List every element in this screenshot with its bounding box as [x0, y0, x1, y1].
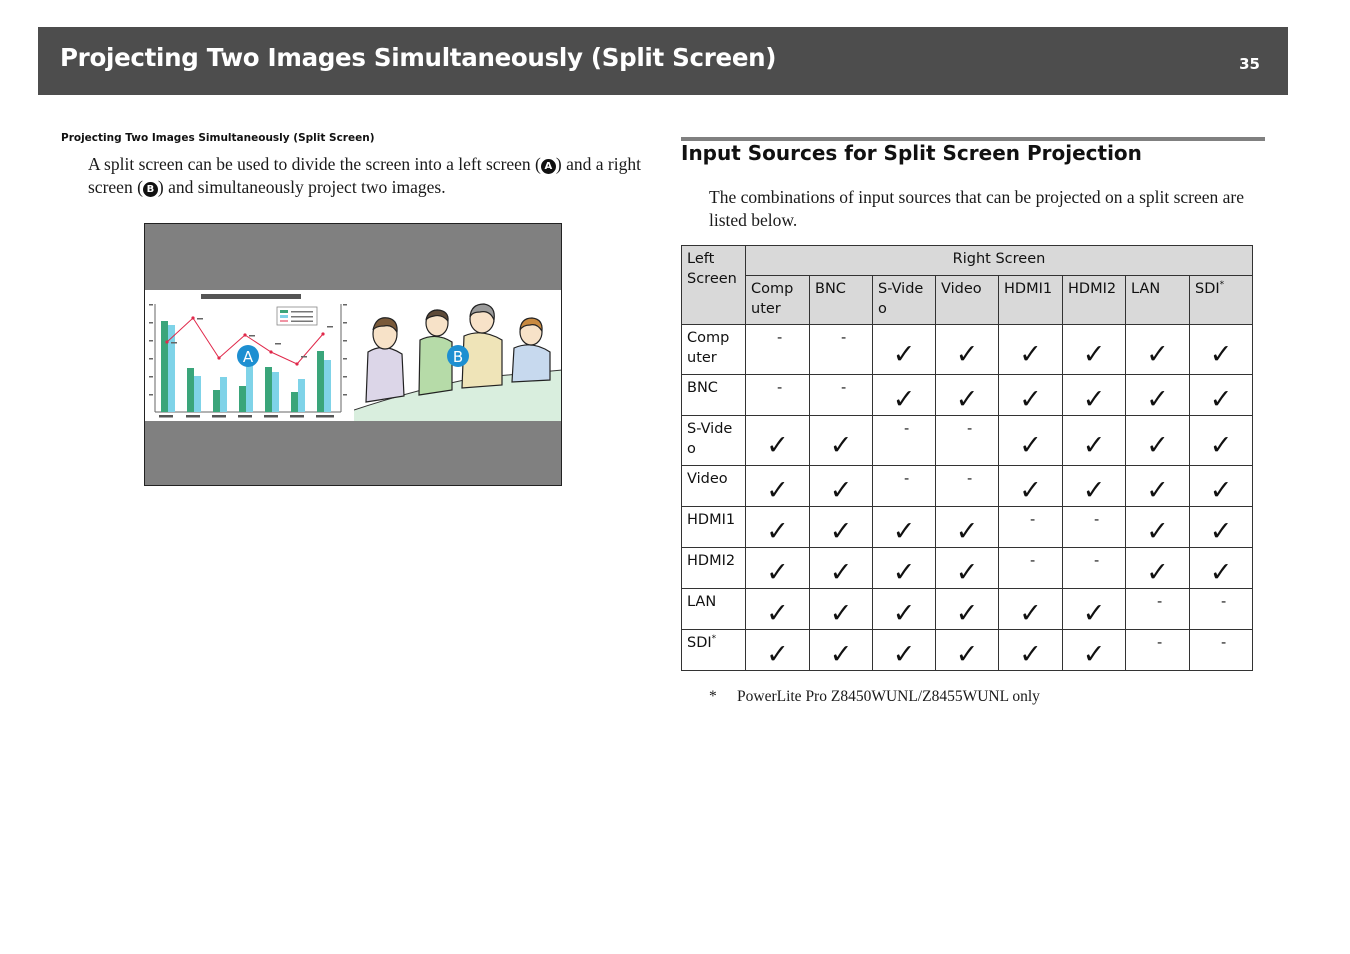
checkmark-icon: ✓: [892, 383, 916, 415]
table-cell: [746, 375, 810, 416]
checkmark-icon: ✓: [1082, 638, 1106, 670]
split-screen-illustration: [144, 223, 562, 486]
table-cell: [1126, 466, 1190, 507]
table-cell: [1063, 466, 1126, 507]
row-header: SDI*: [682, 630, 746, 671]
table-cell: [810, 416, 873, 466]
column-header: [810, 276, 873, 325]
row-header-label: Comp uter: [687, 330, 730, 366]
dash-mark: -: [904, 471, 910, 487]
checkmark-icon: ✓: [1019, 429, 1042, 461]
table-cell: [1063, 325, 1126, 375]
footnote-text: PowerLite Pro Z8450WUNL/Z8455WUNL only: [737, 688, 1040, 705]
table-cell: [1190, 507, 1253, 548]
table-row: [682, 375, 1253, 416]
table-cell: [1063, 375, 1126, 416]
row-header: [682, 325, 746, 375]
row-header: [682, 375, 746, 416]
page-header: [38, 27, 1288, 95]
checkmark-icon: ✓: [1082, 429, 1106, 461]
table-cell: [873, 589, 936, 630]
dash-mark: -: [1030, 553, 1036, 569]
table-cell: [1190, 548, 1253, 589]
row-header: [682, 416, 746, 466]
row-header: [682, 589, 746, 630]
table-cell: [1126, 507, 1190, 548]
table-cell: [746, 416, 810, 466]
table-cell: [936, 589, 999, 630]
figure-label-a: A: [242, 348, 254, 366]
dash-mark: -: [777, 380, 783, 396]
checkmark-icon: ✓: [766, 556, 789, 588]
dash-mark: -: [1221, 594, 1227, 610]
table-cell: [810, 548, 873, 589]
checkmark-icon: ✓: [829, 429, 853, 461]
column-header: [746, 276, 810, 325]
checkmark-icon: ✓: [1082, 597, 1106, 629]
marker-b-icon: B: [143, 182, 158, 197]
left-screen-header: Left Screen: [682, 246, 746, 325]
row-header-label: S-Vide o: [687, 421, 733, 457]
table-cell: [1190, 416, 1253, 466]
checkmark-icon: ✓: [829, 638, 853, 670]
dash-mark: -: [967, 421, 973, 437]
table-row: [682, 325, 1253, 375]
intro-text-2: ) and a right screen (: [88, 154, 641, 197]
table-cell: [936, 548, 999, 589]
table-cell: [1126, 416, 1190, 466]
footnote-mark: *: [709, 688, 717, 705]
left-screen-image: [145, 290, 354, 421]
checkmark-icon: ✓: [766, 429, 789, 461]
table-cell: [1126, 630, 1190, 671]
table-cell: [999, 589, 1063, 630]
dash-mark: -: [904, 421, 910, 437]
table-cell: [873, 630, 936, 671]
table-cell: [810, 325, 873, 375]
column-header: [873, 276, 936, 325]
table-cell: [810, 630, 873, 671]
checkmark-icon: ✓: [1209, 429, 1233, 461]
checkmark-icon: ✓: [1146, 556, 1169, 588]
row-header-label: HDMI2: [687, 553, 736, 569]
table-cell: [746, 589, 810, 630]
footnote: [709, 688, 1040, 706]
row-header: [682, 507, 746, 548]
table-cell: [1063, 589, 1126, 630]
table-cell: [1063, 507, 1126, 548]
column-header: [999, 276, 1063, 325]
table-row: [682, 507, 1253, 548]
column-header-label: Comp uter: [751, 281, 794, 317]
checkmark-icon: ✓: [829, 515, 853, 547]
column-header-label: HDMI2: [1068, 281, 1117, 297]
checkmark-icon: ✓: [955, 383, 979, 415]
dash-mark: -: [1094, 553, 1100, 569]
marker-a-icon: A: [541, 159, 556, 174]
row-header: [682, 548, 746, 589]
table-cell: [1126, 548, 1190, 589]
table-cell: [1190, 325, 1253, 375]
column-header-label: S-Vide o: [878, 281, 924, 317]
row-header-label: SDI: [687, 635, 712, 651]
table-row: [682, 589, 1253, 630]
table-cell: [1063, 630, 1126, 671]
table-row: [682, 548, 1253, 589]
intro-text-3: ) and simultaneously project two images.: [157, 177, 446, 197]
table-row: [682, 466, 1253, 507]
dash-mark: -: [1157, 635, 1163, 651]
table-row: [682, 416, 1253, 466]
table-cell: [1063, 416, 1126, 466]
checkmark-icon: ✓: [955, 597, 979, 629]
checkmark-icon: ✓: [1146, 515, 1169, 547]
section-paragraph: The combinations of input sources that can be projected on a split screen are listed below.: [709, 187, 1245, 230]
checkmark-icon: ✓: [955, 556, 979, 588]
table-cell: [999, 416, 1063, 466]
dash-mark: -: [841, 380, 847, 396]
table-cell: [936, 630, 999, 671]
dash-mark: -: [841, 330, 847, 346]
table-cell: [936, 325, 999, 375]
checkmark-icon: ✓: [1082, 338, 1106, 370]
table-cell: [873, 375, 936, 416]
figure-label-b: B: [452, 348, 464, 366]
table-cell: [1190, 466, 1253, 507]
table-cell: [873, 325, 936, 375]
row-header-label: BNC: [687, 380, 718, 396]
row-header: [682, 466, 746, 507]
checkmark-icon: ✓: [892, 597, 916, 629]
column-header: [1126, 276, 1190, 325]
intro-paragraph: [88, 153, 648, 199]
table-cell: [746, 325, 810, 375]
row-header-label: HDMI1: [687, 512, 736, 528]
row-header-label: LAN: [687, 594, 717, 610]
column-header-label: BNC: [815, 281, 846, 297]
table-cell: [873, 548, 936, 589]
table-cell: [999, 466, 1063, 507]
checkmark-icon: ✓: [1209, 515, 1233, 547]
table-cell: [999, 325, 1063, 375]
checkmark-icon: ✓: [892, 556, 916, 588]
column-header: SDI*: [1190, 276, 1253, 325]
dash-mark: -: [777, 330, 783, 346]
page-title: Projecting Two Images Simultaneously (Split Screen): [60, 43, 777, 72]
section-heading: Input Sources for Split Screen Projection: [681, 141, 1142, 165]
checkmark-icon: ✓: [829, 474, 853, 506]
table-cell: [999, 507, 1063, 548]
table-cell: [1190, 589, 1253, 630]
right-screen-header: Right Screen: [746, 246, 1253, 276]
table-cell: [936, 416, 999, 466]
table-cell: [746, 630, 810, 671]
table-cell: [1190, 630, 1253, 671]
checkmark-icon: ✓: [766, 474, 789, 506]
table-cell: [746, 466, 810, 507]
page-number: 35: [1239, 55, 1260, 73]
column-header: [936, 276, 999, 325]
checkmark-icon: ✓: [892, 338, 916, 370]
breadcrumb[interactable]: Projecting Two Images Simultaneously (Split Screen): [61, 132, 375, 144]
checkmark-icon: ✓: [1146, 474, 1169, 506]
intro-text-1: A split screen can be used to divide the screen into a left screen (: [88, 154, 541, 174]
checkmark-icon: ✓: [1209, 556, 1233, 588]
table-cell: [1063, 548, 1126, 589]
dash-mark: -: [967, 471, 973, 487]
checkmark-icon: ✓: [1019, 383, 1042, 415]
column-header-label: Video: [941, 281, 982, 297]
checkmark-icon: ✓: [766, 597, 789, 629]
table-cell: [936, 507, 999, 548]
checkmark-icon: ✓: [1146, 429, 1169, 461]
table-body: [682, 325, 1253, 671]
checkmark-icon: ✓: [766, 638, 789, 670]
dash-mark: -: [1221, 635, 1227, 651]
column-header-label: HDMI1: [1004, 281, 1053, 297]
checkmark-icon: ✓: [829, 556, 853, 588]
checkmark-icon: ✓: [1082, 383, 1106, 415]
table-cell: [999, 375, 1063, 416]
table-cell: [936, 375, 999, 416]
input-source-table: [681, 245, 1253, 671]
checkmark-icon: ✓: [1209, 383, 1233, 415]
table-cell: [810, 507, 873, 548]
table-cell: [810, 375, 873, 416]
checkmark-icon: ✓: [829, 597, 853, 629]
table-row: [682, 630, 1253, 671]
checkmark-icon: ✓: [955, 338, 979, 370]
checkmark-icon: ✓: [955, 515, 979, 547]
table-cell: [1126, 325, 1190, 375]
checkmark-icon: ✓: [766, 515, 789, 547]
table-cell: [1190, 375, 1253, 416]
checkmark-icon: ✓: [1019, 597, 1042, 629]
table-cell: [873, 507, 936, 548]
table-cell: [746, 548, 810, 589]
checkmark-icon: ✓: [1209, 474, 1233, 506]
row-header-label: Video: [687, 471, 728, 487]
checkmark-icon: ✓: [1019, 474, 1042, 506]
column-header-row: [682, 276, 1253, 325]
table-cell: [999, 548, 1063, 589]
checkmark-icon: ✓: [892, 638, 916, 670]
checkmark-icon: ✓: [1019, 338, 1042, 370]
table-cell: [1126, 589, 1190, 630]
table-cell: [873, 416, 936, 466]
right-screen-image: [354, 290, 562, 421]
table-cell: [1126, 375, 1190, 416]
dash-mark: -: [1157, 594, 1163, 610]
table-cell: [999, 630, 1063, 671]
table-cell: [810, 466, 873, 507]
table-cell: [810, 589, 873, 630]
dash-mark: -: [1094, 512, 1100, 528]
column-header: [1063, 276, 1126, 325]
checkmark-icon: ✓: [1019, 638, 1042, 670]
column-header-label: SDI: [1195, 281, 1220, 297]
checkmark-icon: ✓: [1209, 338, 1233, 370]
column-header-label: LAN: [1131, 281, 1161, 297]
checkmark-icon: ✓: [1082, 474, 1106, 506]
table-cell: [936, 466, 999, 507]
table-cell: [746, 507, 810, 548]
checkmark-icon: ✓: [1146, 383, 1169, 415]
dash-mark: -: [1030, 512, 1036, 528]
checkmark-icon: ✓: [955, 638, 979, 670]
checkmark-icon: ✓: [1146, 338, 1169, 370]
checkmark-icon: ✓: [892, 515, 916, 547]
table-cell: [873, 466, 936, 507]
